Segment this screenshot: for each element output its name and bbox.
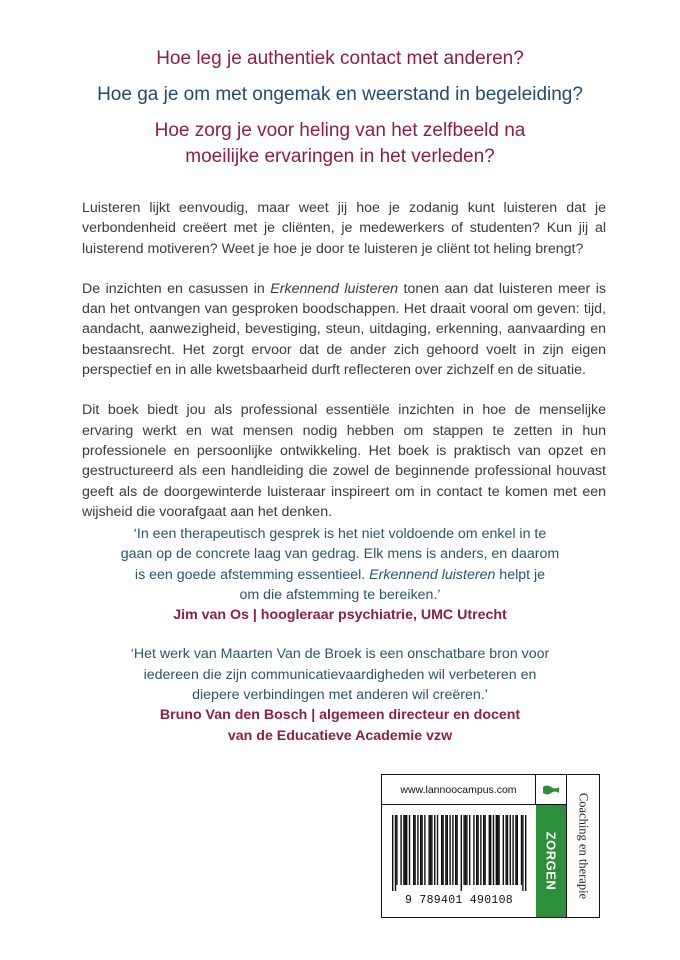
paragraph-2-pre: De inzichten en casussen in (82, 280, 271, 297)
question-3 (0, 118, 680, 170)
isbn-number: 9 789401 490108 (404, 894, 514, 907)
quote-2-line-1: ‘Het werk van Maarten Van de Broek is een onschatbare bron voor (130, 646, 550, 663)
subcategory-label (567, 775, 599, 917)
question-1: Hoe leg je authentiek contact met anderen? (156, 48, 524, 69)
quote-1 (0, 524, 680, 605)
question-3-line-1: Hoe zorg je voor heling van het zelfbeeld na (154, 120, 526, 141)
barcode-icon (386, 815, 532, 893)
publisher-url: www.lannoocampus.com (382, 775, 536, 805)
paragraph-1: Luisteren lijkt eenvoudig, maar weet jij hoe je zodanig kunt luisteren dat je verbondenheid creëert met je cliënten, je medewerkers of studenten? Kun jij al luisterend motiveren? Weet je hoe je door te luisteren je cliënt tot heling brengt? (82, 200, 606, 257)
question-block (0, 46, 680, 180)
book-title-italic: Erkennend luisteren (270, 280, 399, 297)
paragraph-2 (82, 279, 606, 380)
barcode-box (381, 774, 600, 918)
attribution-2-line-2: van de Educatieve Academie vzw (227, 727, 453, 744)
endorsement-1 (0, 524, 680, 625)
endorsements (0, 524, 680, 765)
quote-1-book-title: Erkennend luisteren (369, 566, 496, 583)
green-flag-icon (543, 784, 559, 795)
attribution-1: Jim van Os | hoogleraar psychiatrie, UMC Utrecht (173, 607, 507, 624)
quote-1-line-3-pre: is een goede afstemming essentieel. (134, 566, 370, 583)
quote-2-line-2: iedereen die zijn communicatievaardigheden wil verbeteren en (143, 666, 537, 683)
endorsement-2 (0, 644, 680, 745)
attribution-2-line-1: Bruno Van den Bosch | algemeen directeur en docent (159, 707, 521, 724)
blurb-text (82, 198, 606, 542)
quote-1-line-3-post: helpt je (495, 566, 546, 583)
quote-1-line-4: om die afstemming te bereiken.’ (239, 586, 441, 603)
paragraph-3: Dit boek biedt jou als professional essentiële inzichten in hoe de menselijke ervaring werkt en wat mensen nodig hebben om stappen te zetten in hun professionele en persoonlijke ontwikkeling. Het boek is praktisch van opzet en gestructureerd als een handleiding die zowel de beginnende professional houvast geeft als de doorgewinterde luisteraar inspireert om in contact te komen met een wijsheid die voorafgaat aan het denken. (82, 402, 606, 520)
paragraph-2-post: tonen aan dat luisteren meer is dan het ontvangen van gesproken boodschappen. Het draait vooral om geven: tijd, aandacht, aanwezigheid, bevestiging, steun, uitdaging, erkenning, aanvaarding en bestaansrecht. Het zorgt ervoor dat de ander zich gehoord voelt in zijn eigen perspectief en in alle kwetsbaarheid durft reflecteren over zichzelf en de situatie. (82, 280, 606, 379)
subcategory-text: Coaching en therapie (576, 792, 591, 900)
attribution-2 (0, 705, 680, 746)
quote-2-line-3: diepere verbindingen met anderen wil creëren.’ (192, 687, 488, 704)
quote-2 (0, 644, 680, 705)
quote-1-line-1: ‘In een therapeutisch gesprek is het niet voldoende om enkel in te (133, 526, 547, 542)
category-text: ZORGEN (543, 831, 559, 891)
category-label (536, 805, 567, 917)
question-2: Hoe ga je om met ongemak en weerstand in begeleiding? (97, 84, 583, 105)
question-3-line-2: moeilijke ervaringen in het verleden? (185, 146, 495, 167)
flag-cell (536, 775, 567, 805)
quote-1-line-2: gaan op de concrete laag van gedrag. Elk mens is anders, en daarom (120, 546, 560, 563)
